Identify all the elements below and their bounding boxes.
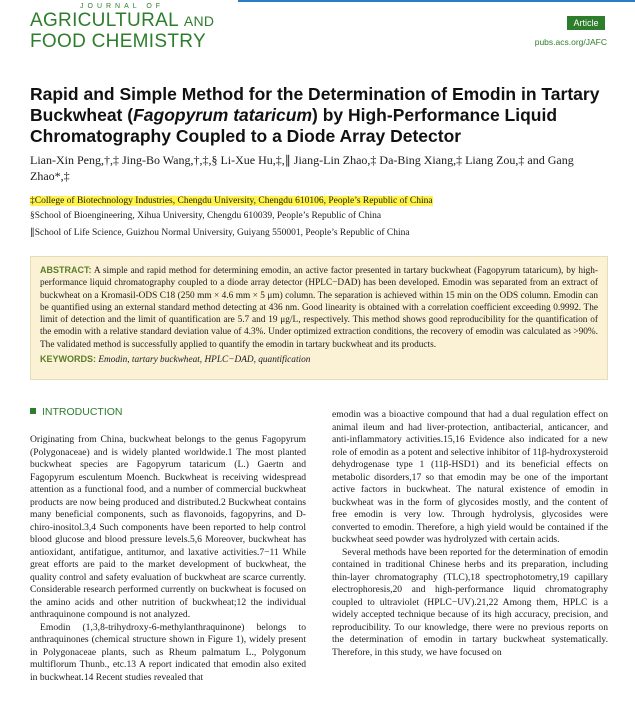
affiliation-1: ‡College of Biotechnology Industries, Chengdu University, Chengdu 610106, People’s Republic of China xyxy=(30,196,433,206)
article-badge: Article xyxy=(567,16,605,30)
abstract-box xyxy=(30,256,608,380)
section-heading-introduction: INTRODUCTION xyxy=(30,406,123,418)
affiliation-2: §School of Bioengineering, Xihua University, Chengdu 610039, People’s Republic of China xyxy=(30,211,382,221)
keywords-label: KEYWORDS: xyxy=(40,354,96,365)
body-column-right xyxy=(332,409,608,659)
journal-line2: FOOD CHEMISTRY xyxy=(30,31,206,52)
journal-line1: AGRICULTURAL xyxy=(30,10,179,31)
abstract-label: ABSTRACT: xyxy=(40,265,92,275)
journal-url[interactable]: pubs.acs.org/JAFC xyxy=(534,37,607,47)
paragraph: Several methods have been reported for the determination of emodin contained in traditional Chinese herbs and its preparation, including thin-layer chromatography (TLC),18 spectrophotometry,19 capillary electrophoresis,20 and high-performance liquid chromatography coupled to ultraviolet (HPLC−UV).21,22 Among them, HPLC is a widely accepted technique because of its high accuracy, precision, and reproducibility. To our knowledge, there were no previous reports on the determination of emodin in tartary buckwheat systematically. Therefore, in this study, we have focused on xyxy=(332,546,608,658)
journal-of: JOURNAL OF xyxy=(80,3,165,10)
abstract-text: A simple and rapid method for determining emodin, an active factor presented in tartary buckwheat (Fagopyrum tataricum), by high-performance liquid chromatography coupled to a diode array detector (HPLC−DAD) has been developed. Emodin was separated from an extract of buckwheat on a Kromasil-ODS C18 (250 mm × 4.6 mm × 5 μm) column. The separation is achieved within 15 min on the ODS column. Emodin can be quantified using an external standard method detecting at 436 nm. Good linearity is obtained with a correlation coefficient exceeding 0.9992. The limit of detection and the limit of quantification are 5.7 and 19 μg/L, respectively. This method shows good reproducibility for the quantification of the emodin with a relative standard deviation value of 4.3%. Under optimized extraction conditions, the recovery of emodin was calculated as >90%. The validated method is successfully applied to quantify the emodin in tartary buckwheat and its products. xyxy=(40,266,598,350)
top-rule-accent xyxy=(238,0,635,2)
body-column-left xyxy=(30,434,306,684)
paper-title: Rapid and Simple Method for the Determination of Emodin in Tartary Buckwheat (Fagopyrum tataricum) by High-Performance Liquid Chromatography Coupled to a Diode Array Detector xyxy=(30,84,600,146)
keywords-text: Emodin, tartary buckwheat, HPLC−DAD, quantification xyxy=(98,355,311,366)
paragraph: Originating from China, buckwheat belongs to the genus Fagopyrum (Polygonaceae) and is widely planted worldwide.1 The most planted buckwheat species are Fagopyrum tataricum (L.) Gaertn and Fagopyrum esculentum Moench. Buckwheat is receiving widespread attention as a functional food, and a number of commercial buckwheat products are now being produced and distributed.2 Buckwheat contains many beneficial components, such as flavonoids, fagopyrins, and D-chiro-inositol.3,4 Such components have been reported to help control blood glucose and blood pressure levels.5,6 Moreover, buckwheat has antioxidant, antifatigue, antitumor, and laxative activities.7−11 While great efforts are paid to the market development of buckwheat, the quality control and safety evaluation of buckwheat are scarce currently. Considerable research performed currently on buckwheat is focused on the amino acids and other nutrition of buckwheat;12 the individual anthraquinone compound is not analyzed. xyxy=(30,434,306,620)
section-square-icon xyxy=(30,408,36,414)
journal-and: AND xyxy=(183,13,215,29)
paragraph: Emodin (1,3,8-trihydroxy-6-methylanthraquinone) belongs to anthraquinones (chemical structure shown in Figure 1), widely present in Polygonaceae plants, such as Rheum palmatum L., Polygonum multiflorum Thunb., etc.13 A report indicated that emodin also exited in buckwheat.14 Recent studies revealed that xyxy=(30,621,306,683)
paragraph: emodin was a bioactive compound that had a dual regulation effect on animal ileum and had liver-protection, antibacterial, anticancer, and anti-inflammatory activities.15,16 Evidence also indicated for a new role of emodin as a potent and selective inhibitor of 11β-hydroxysteroid dehydrogenase type 1 (11β-HSD1) and its beneficial effects on metabolic disorders,17 so that emodin may be one of the important active factors in buckwheat. The natural existence of emodin in buckwheat was in the form of glycosides mostly, and the content of free emodin is very low. Through hydrolysis, glycosides were converted to emodin. Therefore, a high yield would be contained if the buckwheat seed powder was hydrolyzed with certain acids. xyxy=(332,409,608,545)
author-list: Lian-Xin Peng,†,‡ Jing-Bo Wang,†,‡,§ Li-Xue Hu,‡,∥ Jiang-Lin Zhao,‡ Da-Bing Xiang,‡ Liang Zou,‡ and Gang Zhao*,‡ xyxy=(30,153,574,183)
affiliation-3: ∥School of Life Science, Guizhou Normal University, Guiyang 550001, People’s Republic of China xyxy=(30,228,410,238)
journal-logo xyxy=(30,2,214,53)
